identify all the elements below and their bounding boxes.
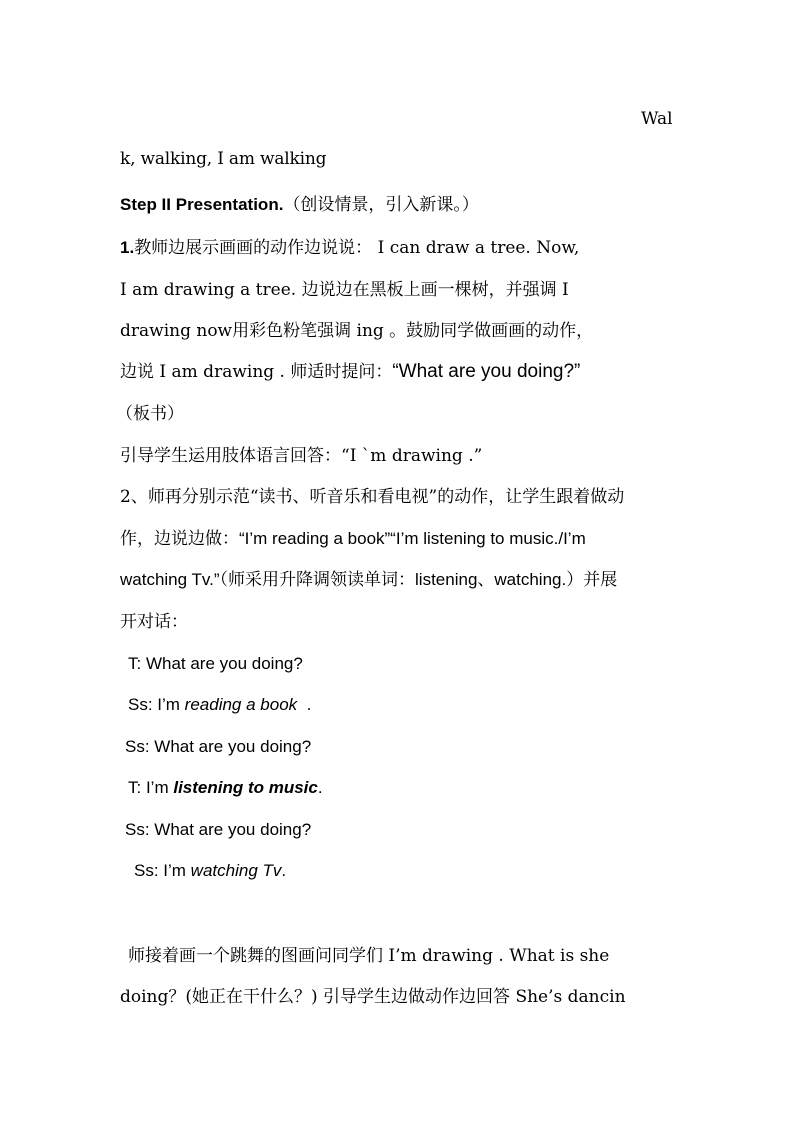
- para1-line5: （板书）: [116, 404, 184, 424]
- para2-line3: [120, 569, 617, 591]
- dialogue-line-1: [128, 653, 303, 675]
- para2-line2-a: 作，边说边做：: [120, 529, 239, 549]
- dialogue-2-tail: .: [297, 695, 312, 714]
- para1-line2-b: 边说边在黑板上画一棵树，并强调 I: [296, 280, 569, 300]
- para1-number: 1.: [120, 238, 135, 257]
- para2-line3-a: watching Tv.”: [120, 570, 220, 589]
- step-title: Step II Presentation.: [120, 195, 284, 214]
- text-line-wal: Wal: [641, 109, 673, 129]
- dialogue-5-text: Ss: What are you doing?: [125, 820, 312, 839]
- para1-line3-b: 用彩色粉笔强调 ing 。鼓励同学做画画的动作，: [232, 321, 594, 341]
- step-heading: [120, 194, 479, 216]
- dialogue-2-text: Ss: I’m: [128, 695, 185, 714]
- dialogue-4-tail: .: [317, 778, 323, 797]
- para2-line3-b: （师采用升降调领读单词：: [219, 570, 416, 590]
- para2-line2: [120, 528, 586, 550]
- dialogue-6-emphasis: watching Tv: [190, 861, 282, 880]
- para1-line4-a: 边说 I am drawing . 师适时提问：: [120, 362, 393, 382]
- dialogue-3-text: Ss: What are you doing?: [125, 737, 312, 756]
- para1-line2: [120, 279, 569, 301]
- dialogue-4-text: T: I’m: [128, 778, 174, 797]
- text-line-walking: k, walking, I am walking: [120, 149, 327, 169]
- para2-line2-b: “I’m reading a book”“I’m listening to music./I’m: [239, 529, 586, 548]
- para3-line1: 师接着画一个跳舞的图画问同学们 I’m drawing . What is she: [128, 946, 610, 966]
- step-note: （创设情景，引入新课。）: [283, 195, 479, 215]
- para2-line3-c: listening、watching.: [415, 570, 567, 589]
- dialogue-line-6: [134, 860, 286, 882]
- para1-line3: [120, 320, 593, 342]
- para1-line2-a: I am drawing a tree.: [120, 280, 297, 300]
- dialogue-6-tail: .: [281, 861, 287, 880]
- dialogue-1-text: T: What are you doing?: [128, 654, 303, 673]
- para2-line4: 开对话：: [120, 612, 188, 632]
- para1-question: “What are you doing?”: [392, 361, 581, 382]
- dialogue-6-text: Ss: I’m: [134, 861, 191, 880]
- para1-line4: [120, 361, 580, 383]
- dialogue-4-emphasis: listening to music: [173, 778, 318, 797]
- dialogue-2-emphasis: reading a book: [184, 695, 298, 714]
- para2-line1: 2、师再分别示范“读书、听音乐和看电视”的动作，让学生跟着做动: [120, 487, 625, 507]
- para3-line2: doing？(她正在干什么？) 引导学生边做动作边回答 She’s dancin: [120, 987, 626, 1007]
- guide-line: 引导学生运用肢体语言回答：“I `m drawing .”: [120, 446, 483, 466]
- para2-line3-d: ）并展: [566, 570, 618, 590]
- para1-text-a: 教师边展示画画的动作边说说：: [134, 238, 373, 258]
- dialogue-line-4: [128, 777, 323, 799]
- para1-text-b: I can draw a tree. Now,: [372, 238, 580, 258]
- dialogue-line-5: [125, 819, 311, 841]
- dialogue-line-2: [128, 694, 311, 716]
- dialogue-line-3: [125, 736, 311, 758]
- para1-line3-a: drawing now: [120, 321, 233, 341]
- para1-line1: [120, 237, 579, 259]
